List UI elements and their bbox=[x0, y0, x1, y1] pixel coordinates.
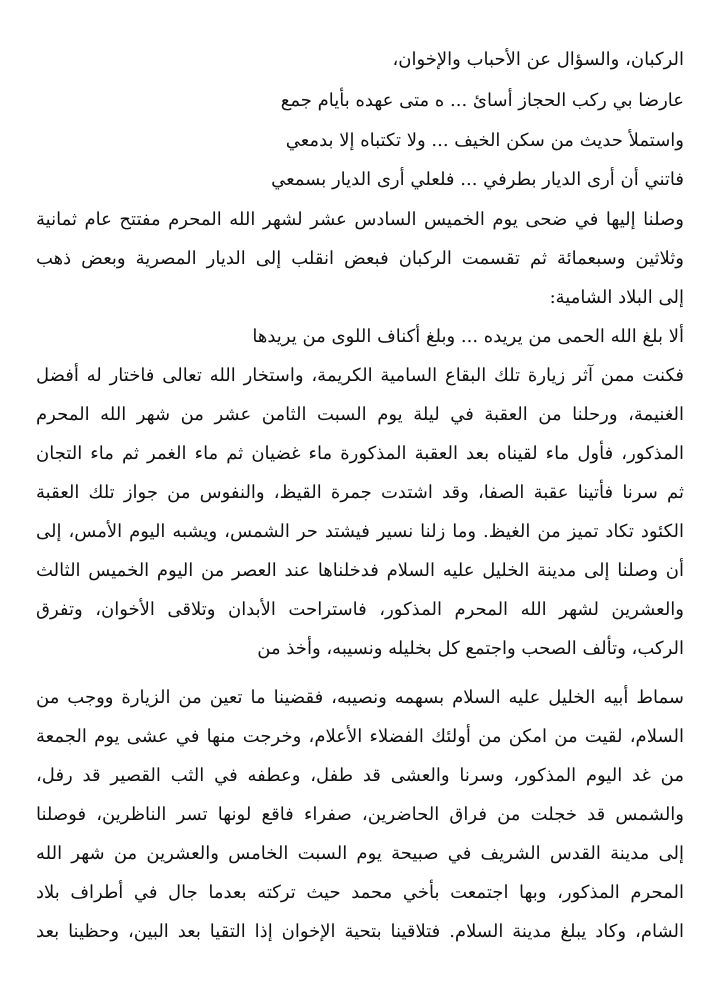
text-line: أن وصلنا إلى مدينة الخليل عليه السلام فدخلناها عند العصر من اليوم الخميس الثالث bbox=[36, 560, 684, 581]
text-line: الركب، وتألف الصحب واجتمع كل بخليله ونسيبه، وأخذ من bbox=[257, 638, 684, 659]
text-line: من غد اليوم المذكور، وسرنا والعشى قد طفل، وعطفه في الثب القصير قد رفل، bbox=[36, 765, 684, 786]
text-line: الركبان، والسؤال عن الأحباب والإخوان، bbox=[392, 49, 684, 70]
text-line: وثلاثين وسبعمائة ثم تقسمت الركبان فبعض انقلب إلى الديار المصرية وبعض ذهب bbox=[36, 248, 684, 269]
text-line: المحرم المذكور، وبها اجتمعت بأخي محمد حيث تركته بعدما جال في أطراف بلاد bbox=[36, 882, 684, 903]
verse-line: ألا بلغ الله الحمى من يريده ... وبلغ أكناف اللوى من يريدها bbox=[252, 326, 684, 347]
verse-line: فاتني أن أرى الديار بطرفي ... فلعلي أرى الديار بسمعي bbox=[271, 169, 684, 190]
text-line: والعشرين لشهر الله المحرم المذكور، فاستراحت الأبدان وتلاقى الأخوان، وتفرق bbox=[36, 599, 684, 620]
text-line: المذكور، فأول ماء لقيناه بعد العقبة المذكورة ماء غضيان ثم ماء الغمر ثم ماء التجان bbox=[36, 443, 684, 464]
verse-line: واستملأ حديث من سكن الخيف ... ولا تكتباه إلا بدمعي bbox=[285, 130, 684, 151]
text-line: ثم سرنا فأتينا عقبة الصفا، وقد اشتدت جمرة القيظ، والنفوس من جواز تلك العقبة bbox=[36, 482, 684, 503]
text-line: الكئود تكاد تميز من الغيظ. وما زلنا نسير فيشتد حر الشمس، ويشبه اليوم الأمس، إلى bbox=[36, 521, 684, 542]
text-line: إلى البلاد الشامية: bbox=[549, 287, 684, 308]
text-line: وصلنا إليها في ضحى يوم الخميس السادس عشر لشهر الله المحرم مفتتح عام ثمانية bbox=[36, 209, 684, 230]
text-line: إلى مدينة القدس الشريف في صبيحة يوم السبت الخامس والعشرين من شهر الله bbox=[36, 843, 684, 864]
text-line: فكنت ممن آثر زيارة تلك البقاع السامية الكريمة، واستخار الله تعالى فاختار له أفضل bbox=[36, 365, 684, 386]
text-line: والشمس قد خجلت من فراق الحاضرين، صفراء فاقع لونها تسر الناظرين، فوصلنا bbox=[36, 804, 684, 825]
text-line: السلام، لقيت من امكن من أولئك الفضلاء الأعلام، وخرجت منها في عشى يوم الجمعة bbox=[36, 726, 684, 747]
verse-line: عارضا بي ركب الحجاز أسائ ... ه متى عهده بأيام جمع bbox=[280, 90, 684, 111]
text-line: الشام، وكاد يبلغ مدينة السلام. فتلاقينا بتحية الإخوان إذا التقيا بعد البين، وحظينا بعد bbox=[36, 921, 684, 942]
text-line: سماط أبيه الخليل عليه السلام بسهمه ونصيبه، فقضينا ما تعين من الزيارة ووجب من bbox=[36, 687, 684, 708]
text-line: الغنيمة، ورحلنا من العقبة في ليلة يوم السبت الثامن عشر من شهر الله المحرم bbox=[36, 404, 684, 425]
